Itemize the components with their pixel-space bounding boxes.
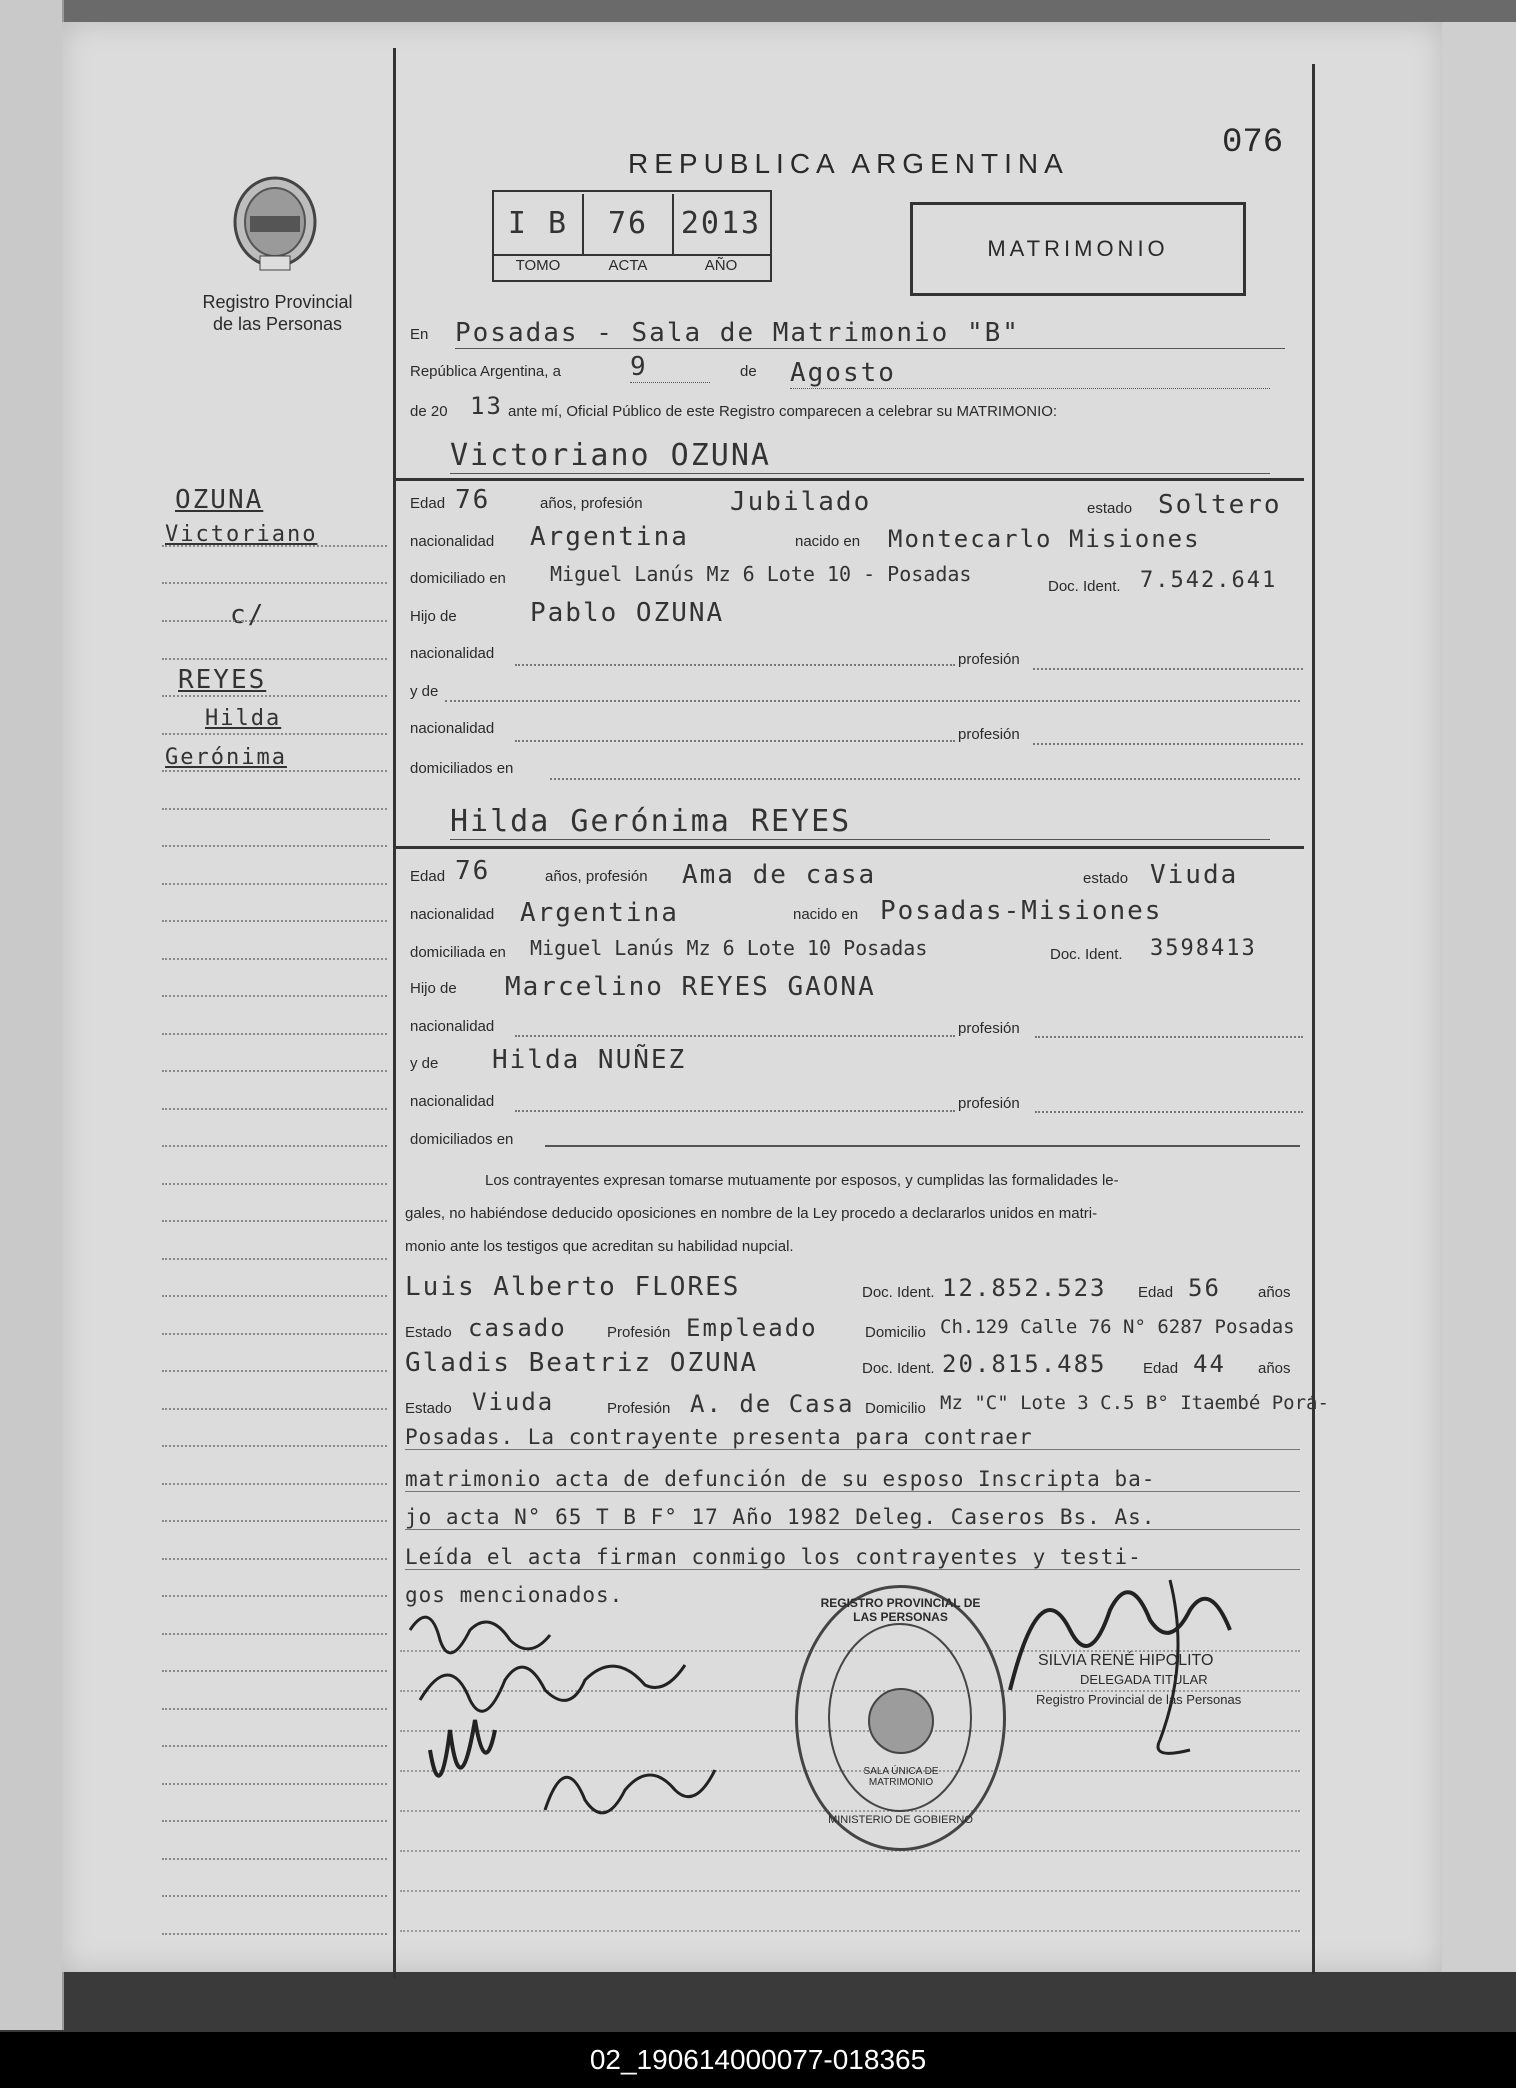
groom-nacido-label: nacido en — [795, 533, 861, 550]
margin-rule — [162, 1820, 387, 1822]
margin-rule — [162, 1445, 387, 1447]
groom-estado-label: estado — [1087, 500, 1133, 517]
groom-hijo-label: Hijo de — [410, 608, 457, 625]
republica-label: República Argentina, a — [410, 363, 561, 380]
margin-surname-groom: OZUNA — [175, 485, 264, 515]
note-line-3: jo acta N° 65 T B F° 17 Año 1982 Deleg. Caseros Bs. As. — [405, 1505, 1300, 1530]
blank-line — [1033, 743, 1303, 745]
left-frame-line — [393, 48, 396, 1978]
margin-rule — [162, 1745, 387, 1747]
bride-madre: Hilda NUÑEZ — [492, 1045, 687, 1075]
intro-text: ante mí, Oficial Público de este Registro comparecen a celebrar su MATRIMONIO: — [508, 403, 1058, 420]
witness2-anios-label: años — [1258, 1360, 1291, 1377]
margin-rule — [162, 1895, 387, 1897]
groom-edad: 76 — [455, 485, 491, 515]
document-type-box: MATRIMONIO — [910, 202, 1246, 296]
province-coat-of-arms-icon — [232, 176, 318, 276]
witness2-dom-label: Domicilio — [865, 1400, 926, 1417]
margin-rule — [162, 845, 387, 847]
margin-rule — [162, 1033, 387, 1035]
bride-doms-label: domiciliados en — [410, 1131, 514, 1148]
groom-domicilio: Miguel Lanús Mz 6 Lote 10 - Posadas — [550, 562, 972, 586]
witness1-profesion: Empleado — [686, 1314, 818, 1342]
year-value: 13 — [470, 392, 503, 420]
witness2-edad-label: Edad — [1143, 1360, 1179, 1377]
bride-prof2-label: profesión — [958, 1095, 1020, 1112]
blank-line — [545, 1145, 1300, 1147]
bride-dom-label: domiciliada en — [410, 944, 506, 961]
witness1-dom-label: Domicilio — [865, 1324, 926, 1341]
blank-line — [515, 664, 955, 666]
bride-name: Hilda Gerónima REYES — [450, 804, 1270, 840]
groom-nac3-label: nacionalidad — [410, 720, 495, 737]
registry-name-line2: de las Personas — [212, 314, 343, 334]
margin-name-groom: Victoriano — [165, 522, 318, 547]
margin-name-bride: Hilda — [205, 706, 282, 731]
signature-rule — [400, 1890, 1300, 1892]
margin-rule — [162, 1220, 387, 1222]
blank-line — [515, 1110, 955, 1112]
groom-nac2-label: nacionalidad — [410, 645, 495, 662]
right-frame-line — [1312, 64, 1315, 1974]
ceremony-place: Posadas - Sala de Matrimonio "B" — [455, 318, 1285, 349]
margin-rule — [162, 545, 387, 547]
groom-edad-label: Edad — [410, 495, 446, 512]
bride-nac-label: nacionalidad — [410, 906, 495, 923]
margin-rule — [162, 1295, 387, 1297]
blank-line — [1035, 1111, 1303, 1113]
de-label: de — [740, 363, 757, 380]
margin-rule — [162, 1933, 387, 1935]
note-line-1: Posadas. La contrayente presenta para contraer — [405, 1425, 1300, 1450]
country-title: REPUBLICA ARGENTINA — [628, 148, 1069, 179]
officer-organization: Registro Provincial de las Personas — [1036, 1692, 1242, 1707]
declaration-line1: Los contrayentes expresan tomarse mutuamente por esposos, y cumplidas las formalidades le- — [485, 1172, 1119, 1189]
officer-name: SILVIA RENÉ HIPOLITO — [1038, 1652, 1214, 1669]
witness1-edad: 56 — [1188, 1274, 1221, 1302]
margin-rule — [162, 1633, 387, 1635]
margin-rule — [162, 1258, 387, 1260]
margin-rule — [162, 770, 387, 772]
bride-hijo-label: Hijo de — [410, 980, 457, 997]
blank-line — [445, 700, 1300, 702]
note-line-4: Leída el acta firman conmigo los contrayentes y testi- — [405, 1545, 1300, 1570]
bride-edad-label: Edad — [410, 868, 446, 885]
margin-rule — [162, 1783, 387, 1785]
acta-value: 76 — [584, 194, 674, 254]
margin-rule — [162, 1483, 387, 1485]
acta-reference-box — [492, 190, 772, 282]
margin-rule — [162, 920, 387, 922]
day-value: 9 — [630, 352, 710, 383]
groom-section-rule — [396, 478, 1304, 481]
bride-edad: 76 — [455, 856, 491, 886]
groom-nacionalidad: Argentina — [530, 522, 689, 552]
margin-rule — [162, 1408, 387, 1410]
groom-name: Victoriano OZUNA — [450, 438, 1270, 474]
bride-doc-label: Doc. Ident. — [1050, 946, 1123, 963]
note-line-2: matrimonio acta de defunción de su esposo Inscripta ba- — [405, 1467, 1300, 1492]
witness2-profesion: A. de Casa — [690, 1390, 855, 1418]
margin-rule — [162, 695, 387, 697]
margin-surname-bride: REYES — [178, 665, 267, 695]
groom-prof-label: profesión — [958, 651, 1020, 668]
bride-nacido-label: nacido en — [793, 906, 859, 923]
witness2-domicilio: Mz "C" Lote 3 C.5 B° Itaembé Porá- — [940, 1392, 1329, 1414]
margin-rule — [162, 1595, 387, 1597]
officer-title: DELEGADA TITULAR — [1080, 1672, 1208, 1687]
blank-line — [1033, 668, 1303, 670]
margin-rule — [162, 1333, 387, 1335]
groom-doc: 7.542.641 — [1140, 568, 1278, 593]
margin-rule — [162, 658, 387, 660]
margin-connector: c/ — [230, 600, 266, 630]
en-label: En — [410, 326, 429, 343]
witness1-doc: 12.852.523 — [942, 1274, 1107, 1302]
witness2-prof-label: Profesión — [607, 1400, 671, 1417]
margin-name-bride-2: Gerónima — [165, 745, 287, 770]
bride-nacido: Posadas-Misiones — [880, 896, 1163, 926]
blank-line — [1035, 1036, 1303, 1038]
margin-rule — [162, 582, 387, 584]
acta-box-divider — [494, 254, 770, 256]
margin-rule — [162, 1858, 387, 1860]
bride-estado: Viuda — [1150, 860, 1239, 890]
year-label: de 20 — [410, 403, 448, 420]
witness2-doc: 20.815.485 — [942, 1350, 1107, 1378]
acta-label: ACTA — [608, 257, 648, 274]
margin-rule — [162, 1183, 387, 1185]
bride-section-rule — [396, 846, 1304, 849]
margin-rule — [162, 1145, 387, 1147]
anio-label: AÑO — [704, 257, 738, 274]
witness1-domicilio: Ch.129 Calle 76 N° 6287 Posadas — [940, 1316, 1295, 1338]
bride-nacionalidad: Argentina — [520, 898, 679, 928]
bride-padre: Marcelino REYES GAONA — [505, 972, 876, 1002]
handwritten-signatures — [400, 1590, 800, 1890]
margin-rule — [162, 958, 387, 960]
official-seal — [795, 1585, 1006, 1851]
margin-rule — [162, 1670, 387, 1672]
page-edge — [1442, 22, 1516, 1972]
witness2-estado-label: Estado — [405, 1400, 452, 1417]
witness1-estado-label: Estado — [405, 1324, 452, 1341]
witness1-anios-label: años — [1258, 1284, 1291, 1301]
witness1-estado: casado — [468, 1314, 567, 1342]
bride-domicilio: Miguel Lanús Mz 6 Lote 10 Posadas — [530, 936, 928, 960]
seal-coat-of-arms-icon — [868, 1688, 934, 1754]
margin-rule — [162, 733, 387, 735]
tomo-value: I B — [494, 194, 584, 254]
witness2-doc-label: Doc. Ident. — [862, 1360, 935, 1377]
groom-nacido: Montecarlo Misiones — [888, 525, 1201, 553]
bride-prof-label: profesión — [958, 1020, 1020, 1037]
witness1-edad-label: Edad — [1138, 1284, 1174, 1301]
seal-outer-text: REGISTRO PROVINCIAL DE LAS PERSONAS — [820, 1596, 981, 1624]
witness1-name: Luis Alberto FLORES — [405, 1272, 741, 1302]
groom-dom-label: domiciliado en — [410, 570, 506, 587]
margin-rule — [162, 620, 387, 622]
signature-rule — [400, 1930, 1300, 1932]
groom-doc-label: Doc. Ident. — [1048, 578, 1121, 595]
groom-nac-label: nacionalidad — [410, 533, 495, 550]
witness2-name: Gladis Beatriz OZUNA — [405, 1348, 759, 1378]
witness1-prof-label: Profesión — [607, 1324, 671, 1341]
witness2-estado: Viuda — [472, 1388, 555, 1416]
registry-name-line1: Registro Provincial — [202, 292, 353, 312]
groom-profesion: Jubilado — [730, 487, 872, 517]
margin-rule — [162, 1370, 387, 1372]
bride-profesion: Ama de casa — [682, 860, 877, 890]
groom-estado: Soltero — [1158, 490, 1282, 520]
declaration-line3: monio ante los testigos que acreditan su habilidad nupcial. — [405, 1238, 794, 1255]
blank-line — [515, 1035, 955, 1037]
blank-line — [550, 778, 1300, 780]
margin-rule — [162, 808, 387, 810]
book-spine — [0, 0, 64, 2030]
blank-line — [515, 740, 955, 742]
margin-rule — [162, 1708, 387, 1710]
bride-nac2-label: nacionalidad — [410, 1018, 495, 1035]
bride-yde-label: y de — [410, 1055, 439, 1072]
tomo-label: TOMO — [515, 257, 561, 274]
witness1-doc-label: Doc. Ident. — [862, 1284, 935, 1301]
margin-rule — [162, 1520, 387, 1522]
bride-nac3-label: nacionalidad — [410, 1093, 495, 1110]
scan-filename: 02_190614000077-018365 — [0, 2032, 1516, 2088]
groom-padre: Pablo OZUNA — [530, 598, 725, 628]
groom-yde-label: y de — [410, 683, 439, 700]
seal-inner-text: SALA ÚNICA DE MATRIMONIO — [863, 1766, 939, 1788]
margin-rule — [162, 1558, 387, 1560]
folio-number: 076 — [1222, 124, 1284, 162]
declaration-line2: gales, no habiéndose deducido oposiciones en nombre de la Ley procedo a declararlos unidos en matri- — [405, 1205, 1098, 1222]
anio-value: 2013 — [680, 206, 762, 241]
bride-doc: 3598413 — [1150, 936, 1257, 961]
note-line-5: gos mencionados. — [405, 1583, 624, 1607]
margin-rule — [162, 1070, 387, 1072]
witness2-edad: 44 — [1193, 1350, 1226, 1378]
margin-rule — [162, 995, 387, 997]
groom-doms-label: domiciliados en — [410, 760, 514, 777]
groom-prof2-label: profesión — [958, 726, 1020, 743]
top-edge — [62, 0, 1516, 22]
bride-anios-prof-label: años, profesión — [545, 868, 648, 885]
margin-rule — [162, 883, 387, 885]
groom-anios-prof-label: años, profesión — [540, 495, 643, 512]
margin-rule — [162, 1108, 387, 1110]
month-value: Agosto — [790, 358, 1270, 389]
seal-bottom-text: MINISTERIO DE GOBIERNO — [828, 1814, 973, 1826]
bride-estado-label: estado — [1083, 870, 1129, 887]
